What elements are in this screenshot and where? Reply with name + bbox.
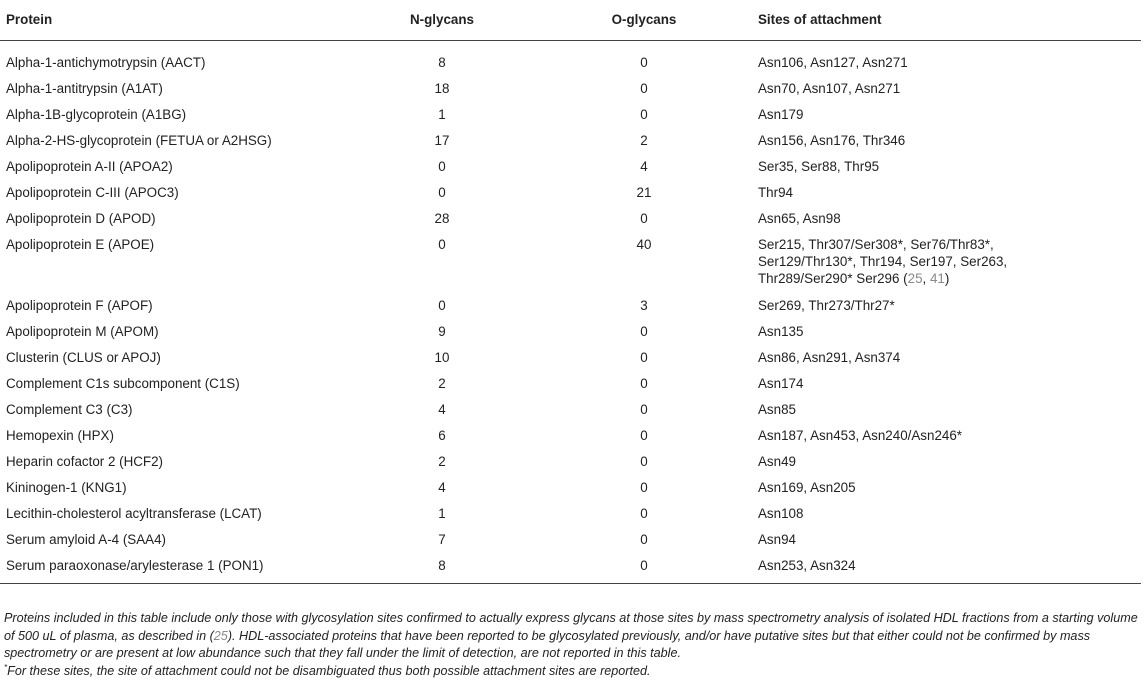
o-glycan-count: 0 — [640, 349, 648, 365]
protein-name: Heparin cofactor 2 (HCF2) — [6, 453, 164, 469]
attachment-sites: Asn70, Asn107, Asn271 — [758, 80, 901, 96]
n-glycan-count: 0 — [438, 158, 446, 174]
table-row — [0, 551, 1141, 584]
attachment-sites: Asn94 — [758, 531, 796, 547]
reference-link[interactable]: 25 — [907, 270, 923, 286]
protein-name: Apolipoprotein F (APOF) — [6, 297, 153, 313]
protein-name: Alpha-2-HS-glycoprotein (FETUA or A2HSG) — [6, 132, 272, 148]
attachment-sites: Ser35, Ser88, Thr95 — [758, 158, 880, 174]
attachment-sites: Asn179 — [758, 106, 804, 122]
o-glycan-count: 0 — [640, 80, 648, 96]
o-glycan-count: 0 — [536, 551, 752, 584]
protein-name: Complement C3 (C3) — [6, 401, 133, 417]
reference-separator: , — [922, 270, 930, 286]
n-glycan-count: 17 — [434, 132, 450, 148]
attachment-sites: Asn106, Asn127, Asn271 — [758, 54, 908, 70]
footnote-mark: * — [4, 662, 8, 672]
table-row — [0, 40, 1141, 74]
table-row — [0, 100, 1141, 126]
o-glycan-count: 3 — [640, 297, 648, 313]
table-row — [0, 473, 1141, 499]
n-glycan-count: 9 — [438, 323, 446, 339]
attachment-sites: Asn187, Asn453, Asn240/Asn246* — [758, 427, 962, 443]
protein-name: Clusterin (CLUS or APOJ) — [6, 349, 161, 365]
table-body — [0, 40, 1141, 583]
protein-name: Lecithin-cholesterol acyltransferase (LCAT) — [6, 505, 262, 521]
attachment-sites: Asn86, Asn291, Asn374 — [758, 349, 901, 365]
table-row — [0, 421, 1141, 447]
o-glycan-count: 0 — [640, 210, 648, 226]
o-glycan-count: 4 — [640, 158, 648, 174]
sites-line: Ser129/Thr130*, Thr194, Ser197, Ser263, — [758, 253, 1008, 269]
header-o-glycans: O-glycans — [536, 0, 752, 40]
o-glycan-count: 0 — [640, 106, 648, 122]
n-glycan-count: 4 — [438, 401, 446, 417]
header-row — [0, 0, 1141, 40]
attachment-sites: Asn253, Asn324 — [752, 551, 1141, 584]
n-glycan-count: 4 — [438, 479, 446, 495]
attachment-sites: Asn156, Asn176, Thr346 — [758, 132, 906, 148]
protein-name: Apolipoprotein C-III (APOC3) — [6, 184, 179, 200]
table-row — [0, 126, 1141, 152]
table-row — [0, 343, 1141, 369]
table-row — [0, 204, 1141, 230]
attachment-sites: Asn174 — [758, 375, 804, 391]
attachment-sites: Asn65, Asn98 — [758, 210, 841, 226]
n-glycan-count: 10 — [434, 349, 450, 365]
table-note — [4, 610, 1138, 663]
n-glycan-count: 2 — [438, 453, 446, 469]
note-text: Proteins included in this table include only those with glycosylation sites confirmed to actually express glycans at those sites by mass spectrometry analysis of isolated HDL fractions from a starting volume of 500 uL of plasma, as described in ( — [4, 611, 1138, 643]
attachment-sites: Asn49 — [758, 453, 796, 469]
n-glycan-count: 0 — [438, 297, 446, 313]
protein-name: Serum amyloid A-4 (SAA4) — [6, 531, 167, 547]
attachment-sites: Asn135 — [758, 323, 804, 339]
footnote-text: For these sites, the site of attachment could not be disambiguated thus both possible attachment sites are reported. — [7, 663, 651, 678]
o-glycan-count: 0 — [640, 54, 648, 70]
n-glycan-count: 7 — [438, 531, 446, 547]
reference-link[interactable]: 25 — [213, 628, 228, 643]
protein-name: Alpha-1B-glycoprotein (A1BG) — [6, 106, 187, 122]
table-row — [0, 499, 1141, 525]
o-glycan-count: 40 — [636, 236, 652, 252]
table-row — [0, 291, 1141, 317]
n-glycan-count: 1 — [438, 106, 446, 122]
table-header — [0, 0, 1141, 40]
n-glycan-count: 8 — [348, 551, 536, 584]
table-row — [0, 395, 1141, 421]
table-row — [0, 230, 1141, 291]
asterisk-footnote — [4, 663, 1138, 681]
table-row — [0, 447, 1141, 473]
n-glycan-count: 6 — [438, 427, 446, 443]
o-glycan-count: 0 — [640, 375, 648, 391]
table-footnotes — [4, 610, 1138, 680]
table-row — [0, 317, 1141, 343]
n-glycan-count: 2 — [438, 375, 446, 391]
protein-name: Apolipoprotein A-II (APOA2) — [6, 158, 173, 174]
protein-name: Serum paraoxonase/arylesterase 1 (PON1) — [0, 551, 348, 584]
o-glycan-count: 0 — [640, 401, 648, 417]
n-glycan-count: 28 — [434, 210, 450, 226]
table-row — [0, 525, 1141, 551]
attachment-sites: Asn108 — [758, 505, 804, 521]
o-glycan-count: 21 — [636, 184, 652, 200]
reference-link[interactable]: 41 — [929, 270, 945, 286]
header-protein: Protein — [0, 0, 348, 40]
note-text: ). HDL-associated proteins that have been reported to be glycosylated previously, and/or have putative sites but that either could not be confirmed by mass spectrometry or are present at low abundance such that they fall under the limit of detection, are not reported in this table. — [4, 628, 1091, 660]
protein-name: Apolipoprotein D (APOD) — [6, 210, 156, 226]
o-glycan-count: 0 — [640, 427, 648, 443]
table-row — [0, 152, 1141, 178]
protein-name: Kininogen-1 (KNG1) — [6, 479, 127, 495]
n-glycan-count: 0 — [438, 236, 446, 252]
attachment-sites: Asn169, Asn205 — [758, 479, 856, 495]
n-glycan-count: 8 — [438, 54, 446, 70]
o-glycan-count: 0 — [640, 479, 648, 495]
attachment-sites: Thr94 — [758, 184, 793, 200]
reference-close: ) — [944, 270, 950, 286]
protein-name: Complement C1s subcomponent (C1S) — [6, 375, 240, 391]
protein-name: Apolipoprotein M (APOM) — [6, 323, 159, 339]
o-glycan-count: 0 — [640, 531, 648, 547]
table-row — [0, 178, 1141, 204]
protein-name: Alpha-1-antichymotrypsin (AACT) — [6, 54, 206, 70]
sites-line: Thr289/Ser290* Ser296 ( — [758, 270, 908, 286]
o-glycan-count: 2 — [640, 132, 648, 148]
protein-name: Hemopexin (HPX) — [6, 427, 114, 443]
header-sites: Sites of attachment — [752, 0, 1141, 40]
table-row — [0, 369, 1141, 395]
n-glycan-count: 0 — [438, 184, 446, 200]
attachment-sites: Asn85 — [758, 401, 796, 417]
attachment-sites: Ser269, Thr273/Thr27* — [758, 297, 895, 313]
sites-line: Ser215, Thr307/Ser308*, Ser76/Thr83*, — [758, 236, 994, 252]
protein-name: Alpha-1-antitrypsin (A1AT) — [6, 80, 163, 96]
protein-name: Apolipoprotein E (APOE) — [6, 236, 155, 252]
o-glycan-count: 0 — [640, 323, 648, 339]
header-n-glycans: N-glycans — [348, 0, 536, 40]
table-row — [0, 74, 1141, 100]
attachment-sites — [752, 230, 1141, 291]
n-glycan-count: 18 — [434, 80, 450, 96]
o-glycan-count: 0 — [640, 453, 648, 469]
o-glycan-count: 0 — [640, 505, 648, 521]
n-glycan-count: 1 — [438, 505, 446, 521]
